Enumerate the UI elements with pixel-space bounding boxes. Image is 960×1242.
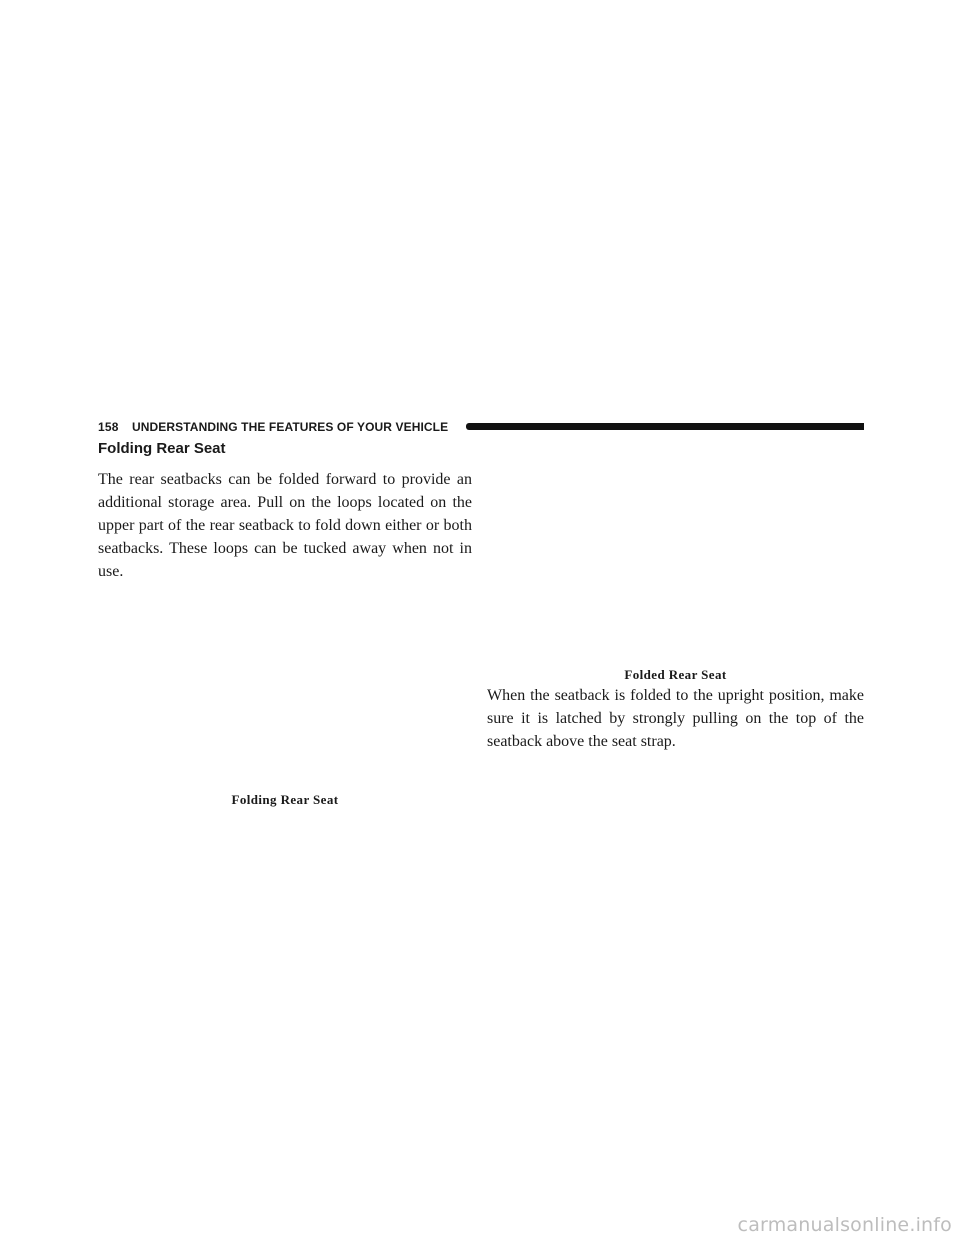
page-number: 158 [98,420,119,434]
figure-folding-rear-seat [98,578,472,776]
paragraph-latch-check: When the seatback is folded to the upright position, make sure it is latched by strongly pulling on the top of the seatback above the seat strap. [487,687,864,750]
running-head-title: UNDERSTANDING THE FEATURES OF YOUR VEHICLE [132,420,449,434]
paragraph-folding-instructions: The rear seatbacks can be folded forward to provide an additional storage area. Pull on the loops located on the upper part of the rear seatback to fold down either or both seatbacks. These loops can be tucked away when not in use. [98,471,472,580]
figure-caption-folded-rear-seat: Folded Rear Seat [624,667,727,682]
section-title: Folding Rear Seat [98,440,226,457]
header-rule [466,423,864,430]
watermark-link[interactable]: carmanualsonline.info [737,1214,952,1236]
running-header [98,418,864,438]
figure-caption-folding-rear-seat: Folding Rear Seat [231,792,339,807]
figure-folded-rear-seat [487,440,864,662]
